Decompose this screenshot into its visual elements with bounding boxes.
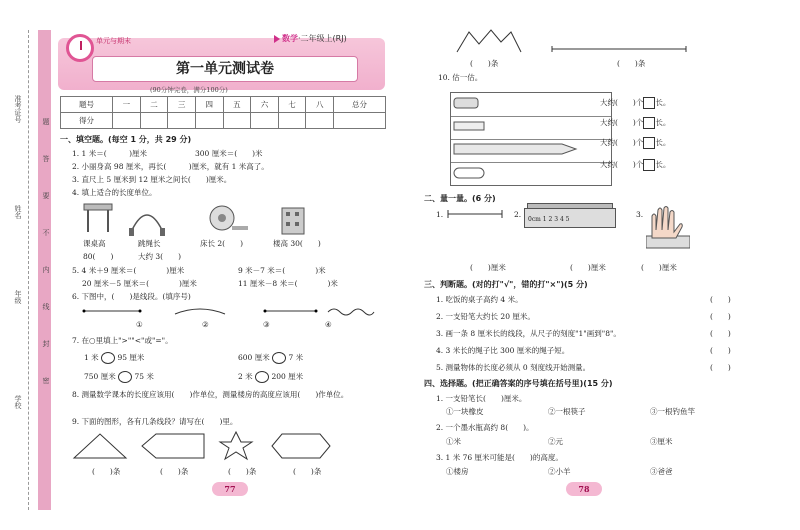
score-cell: 题号 (61, 97, 113, 113)
page-number-left: 77 (212, 482, 248, 496)
star-shape (220, 432, 252, 459)
q2-answer: ( )厘米 (641, 263, 677, 272)
choice-option[interactable]: ③厘米 (650, 437, 673, 446)
section-1-title: 一、填空题。(每空 1 分，共 29 分) (60, 135, 192, 144)
choice-option[interactable]: ②元 (548, 437, 563, 446)
q3: 3. 直尺上 5 厘米到 12 厘米之间长( )厘米。 (72, 175, 232, 184)
q2-answer: ( )厘米 (470, 263, 506, 272)
pencil-on-ruler-icon (527, 203, 613, 209)
gutter-side: 密 (42, 377, 50, 384)
score-cell: 三 (168, 97, 196, 113)
q7-row: 750 厘米 75 米 (84, 372, 154, 381)
compare-circle[interactable] (255, 371, 269, 383)
unit-tag: 单元与期末 (96, 37, 131, 45)
q4-label-building: 楼高 30( ) (273, 239, 321, 248)
gutter-side: 线 (42, 303, 50, 310)
score-cell[interactable] (113, 113, 141, 129)
gutter-label: 准考证号 (14, 95, 22, 123)
score-cell: 八 (306, 97, 334, 113)
gutter-side: 不 (42, 229, 50, 236)
ruler-icon: 0cm 1 2 3 4 5 (524, 208, 616, 228)
score-cell[interactable] (278, 113, 306, 129)
score-cell: 二 (140, 97, 168, 113)
gutter-side: 要 (42, 192, 50, 199)
judge-bracket[interactable]: ( ) (710, 363, 731, 372)
q6-num: ③ (263, 320, 270, 329)
eraser-icon (454, 98, 478, 108)
q2-answer: ( )厘米 (570, 263, 606, 272)
score-cell: 四 (195, 97, 223, 113)
q7-row: 1 米 95 厘米 (84, 353, 145, 362)
q4-pictures (82, 200, 382, 238)
building-icon (282, 208, 304, 234)
q5c: 20 厘米－5 厘米＝( )厘米 (82, 279, 197, 288)
tape-measure-icon (210, 206, 248, 230)
judge-bracket[interactable]: ( ) (710, 346, 731, 355)
score-cell[interactable] (195, 113, 223, 129)
choice-q: 2. 一个墨水瓶高约 8( )。 (436, 423, 534, 432)
pencil-icon (454, 144, 576, 154)
q8: 8. 测量数学课本的长度应该用( )作单位，测量楼房的高度应该用( )作单位。 (72, 390, 349, 399)
judge-item: 3. 画一条 8 厘米长的线段，从尺子的刻度"1"画到"8"。 (436, 329, 621, 338)
segment-to-measure (446, 206, 506, 222)
q4-label-bed: 床长 2( ) (200, 239, 244, 248)
choice-option[interactable]: ③一根钓鱼竿 (650, 407, 695, 416)
paperclip-icon (454, 168, 484, 178)
compare-circle[interactable] (101, 352, 115, 364)
hand-on-ruler-icon (646, 206, 690, 252)
q6-num: ④ (325, 320, 332, 329)
answer-box[interactable] (643, 97, 655, 109)
top-answer: ( )条 (617, 59, 646, 68)
q10-answer: 大约( )个 长。 (600, 160, 671, 169)
choice-option[interactable]: ①楼房 (446, 467, 469, 476)
score-cell[interactable] (251, 113, 279, 129)
q4-desk-value: 80( ) (83, 252, 114, 261)
q1a: 1. 1 米＝( )厘米 (72, 149, 148, 158)
q9-answer: ( )条 (293, 467, 322, 476)
score-cell: 五 (223, 97, 251, 113)
judge-item: 1. 吃饭的桌子高约 4 米。 (436, 295, 523, 304)
judge-bracket[interactable]: ( ) (710, 312, 731, 321)
estimate-objects (452, 94, 612, 184)
score-table (60, 96, 386, 129)
q6-lines (80, 304, 380, 318)
play-arrow-icon (274, 35, 280, 43)
pentagon-shape (142, 434, 204, 458)
compare-circle[interactable] (272, 352, 286, 364)
score-cell: 六 (251, 97, 279, 113)
page-title: 第一单元测试卷 (92, 56, 358, 82)
judge-bracket[interactable]: ( ) (710, 295, 731, 304)
line-segment-shape (550, 46, 690, 52)
page-number-right: 78 (566, 482, 602, 496)
hexagon-shape (272, 434, 330, 458)
score-cell: 总分 (334, 97, 386, 113)
gutter-label: 年级 (14, 290, 22, 304)
score-cell[interactable] (140, 113, 168, 129)
binding-dashed-line (28, 30, 29, 510)
score-cell: 七 (278, 97, 306, 113)
answer-box[interactable] (643, 137, 655, 149)
score-cell: 得分 (61, 113, 113, 129)
q7: 7. 在○里填上">""<"或"="。 (72, 336, 173, 345)
score-cell[interactable] (223, 113, 251, 129)
q6: 6. 下图中，( )是线段。(填序号) (72, 292, 191, 301)
gutter-side: 内 (42, 266, 50, 273)
section-4-title: 四、选择题。(把正确答案的序号填在括号里)(15 分) (424, 379, 613, 388)
answer-box[interactable] (643, 159, 655, 171)
q2: 2. 小丽身高 98 厘米，再长( )厘米，就有 1 米高了。 (72, 162, 269, 171)
score-cell[interactable] (168, 113, 196, 129)
triangle-shape (74, 434, 126, 458)
q1b: 300 厘米＝( )米 (195, 149, 263, 158)
q9-shapes (70, 430, 390, 462)
q4-label-desk: 课桌高 (83, 239, 106, 248)
q5b: 9 米－7 米＝( )米 (238, 266, 326, 275)
compare-circle[interactable] (118, 371, 132, 383)
score-cell: 一 (113, 97, 141, 113)
choice-option[interactable]: ①米 (446, 437, 461, 446)
q10-answer: 大约( )个 长。 (600, 138, 671, 147)
choice-q: 3. 1 米 76 厘米可能是( )的高度。 (436, 453, 563, 462)
gutter-side: 答 (42, 155, 50, 162)
answer-box[interactable] (643, 117, 655, 129)
judge-bracket[interactable]: ( ) (710, 329, 731, 338)
choice-q: 1. 一支铅笔长( )厘米。 (436, 394, 527, 403)
judge-item: 4. 3 米长的绳子比 300 厘米的绳子短。 (436, 346, 570, 355)
q2-num: 1. (436, 210, 444, 219)
q4-label-rope: 跳绳长 (138, 239, 161, 248)
subject-label: 数学·二年级上(RJ) (282, 34, 347, 43)
top-answer: ( )条 (470, 59, 499, 68)
q2-num: 2. (514, 210, 522, 219)
time-note: (90分钟完卷，满分100分) (150, 86, 228, 94)
zigzag-shape (455, 26, 525, 56)
judge-item: 5. 测量物体的长度必须从 0 刻度线开始测量。 (436, 363, 591, 372)
gutter-side: 题 (42, 118, 50, 125)
q9-answer: ( )条 (92, 467, 121, 476)
q6-num: ① (136, 320, 143, 329)
score-cell[interactable] (334, 113, 386, 129)
jump-rope-icon (129, 215, 165, 236)
desk-icon (84, 204, 112, 232)
q10: 10. 估一估。 (438, 73, 483, 82)
gutter-label: 姓名 (14, 205, 22, 219)
section-2-title: 二、量一量。(6 分) (424, 194, 496, 203)
gutter-side: 封 (42, 340, 50, 347)
choice-option[interactable]: ③爸爸 (650, 467, 673, 476)
tape-icon (454, 122, 484, 130)
q9-answer: ( )条 (228, 467, 257, 476)
section-3-title: 三、判断题。(对的打"√"，错的打"×")(5 分) (424, 280, 588, 289)
choice-option[interactable]: ①一块橡皮 (446, 407, 484, 416)
q7-row: 2 米 200 厘米 (238, 372, 304, 381)
q4-rope-value: 大约 3( ) (138, 252, 182, 261)
q9-answer: ( )条 (160, 467, 189, 476)
choice-option[interactable]: ②一根筷子 (548, 407, 586, 416)
choice-option[interactable]: ②小羊 (548, 467, 571, 476)
q4: 4. 填上适合的长度单位。 (72, 188, 157, 197)
q5a: 5. 4 米＋9 厘米＝( )厘米 (72, 266, 185, 275)
clock-icon (66, 34, 94, 62)
q9: 9. 下面的图形，各有几条线段？请写在( )里。 (72, 417, 238, 426)
q6-num: ② (202, 320, 209, 329)
q2-num: 3. (636, 210, 644, 219)
score-cell[interactable] (306, 113, 334, 129)
gutter-label: 学校 (14, 395, 22, 409)
q10-answer: 大约( )个 长。 (600, 118, 671, 127)
q7-row: 600 厘米 7 米 (238, 353, 304, 362)
q10-answer: 大约( )个 长。 (600, 98, 671, 107)
q5d: 11 厘米－8 米＝( )米 (238, 279, 338, 288)
judge-item: 2. 一支铅笔大约长 20 厘米。 (436, 312, 535, 321)
